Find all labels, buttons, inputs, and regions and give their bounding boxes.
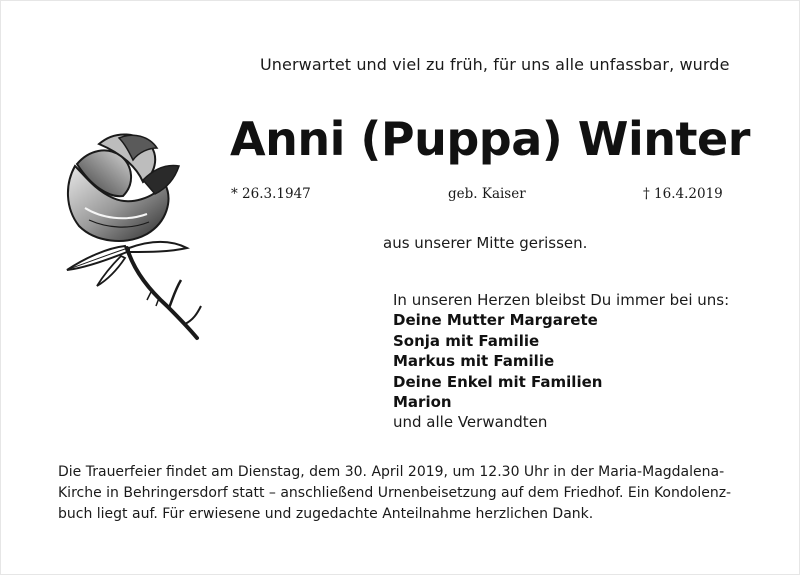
family-member: Sonja mit Familie [393,331,540,350]
closing-line: Die Trauerfeier findet am Dienstag, dem 30. April 2019, um 12.30 Uhr in der Maria-Magdalena- [58,464,725,480]
rose-icon [55,128,205,343]
maiden-name: geb. Kaiser [448,186,526,202]
death-date: † 16.4.2019 [643,186,723,202]
closing-paragraph [58,462,748,525]
family-lead: In unseren Herzen bleibst Du immer bei uns: [393,291,730,309]
family-member: Deine Mutter Margarete [393,311,598,330]
family-member: Deine Enkel mit Familien [393,372,603,391]
closing-line: Kirche in Behringersdorf statt – anschließend Urnenbeisetzung auf dem Friedhof. Ein Kondolenz- [58,485,732,501]
closing-line: buch liegt auf. Für erwiesene und zugedachte Anteilnahme herzlichen Dank. [58,506,594,522]
birth-date: * 26.3.1947 [231,186,311,202]
family-relatives: und alle Verwandten [393,413,548,432]
family-block [393,290,729,433]
mid-text: aus unserer Mitte gerissen. [383,234,588,252]
family-member: Marion [393,393,452,412]
family-member: Markus mit Familie [393,352,555,371]
intro-text: Unerwartet und viel zu früh, für uns alle unfassbar, wurde [260,55,730,74]
deceased-name: Anni (Puppa) Winter [230,112,750,166]
